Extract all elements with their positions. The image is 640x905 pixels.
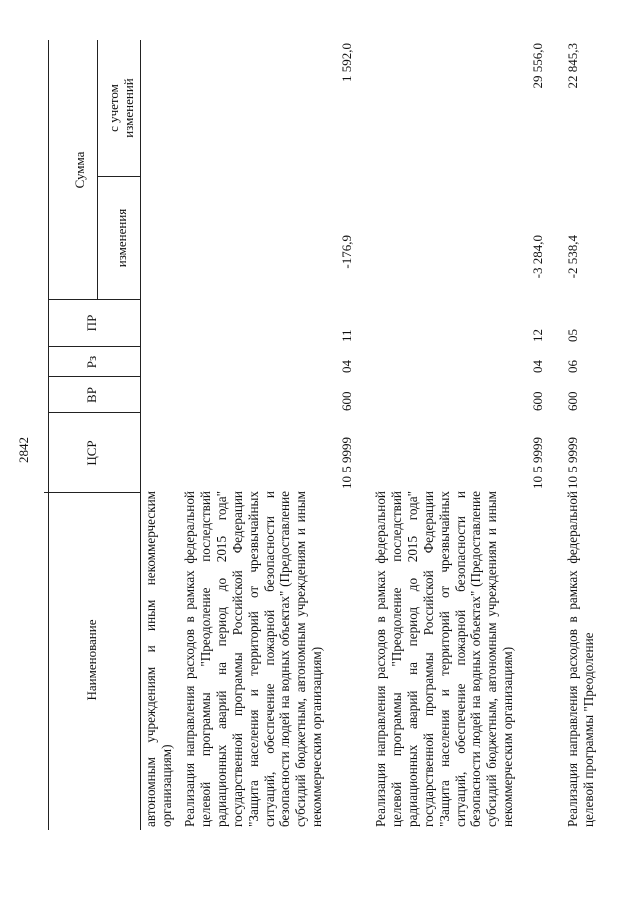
row-1-name: Реализация направления расходов в рамках федеральной целевой программы "Преодоление последствий радиационных аварий на период до 2015 года" государственной программы Российской Федерации "Защита населения и территорий от чрезвычайных ситуаций, обеспечение пожарной безопасности и безопасности людей на водных объектах" (Предоставление субсидий бюджетным, автономным учреждениям и иным некоммерческим организациям) — [182, 491, 325, 827]
row-2-pr: 12 — [530, 329, 545, 342]
header-with-changes-1: с учетом — [106, 84, 121, 132]
row-3-total: 22 845,3 — [565, 43, 580, 89]
page-number: 2842 — [16, 437, 31, 463]
header-sep-pr-sum — [48, 299, 140, 300]
row-1-change: -176,9 — [339, 235, 354, 269]
row-2-csr: 10 5 9999 — [530, 437, 545, 489]
header-pr: ПР — [84, 314, 99, 332]
row-2-total: 29 556,0 — [530, 43, 545, 89]
row-0-name: автономным учреждениям и иным некоммерческим организациям) — [143, 491, 174, 827]
row-1-csr: 10 5 9999 — [339, 437, 354, 489]
header-sep-csr-vr — [48, 412, 140, 413]
row-3-rz: 06 — [565, 360, 580, 373]
row-1-rz: 04 — [339, 360, 354, 373]
row-2-change: -3 284,0 — [530, 235, 545, 279]
row-2-name: Реализация направления расходов в рамках федеральной целевой программы "Преодоление последствий радиационных аварий на период до 2015 года" государственной программы Российской Федерации "Защита населения и территорий от чрезвычайных ситуаций, обеспечение пожарной безопасности и безопасности людей на водных объектах" (Предоставление субсидий бюджетным, автономным учреждениям и иным некоммерческим организациям) — [373, 491, 516, 827]
row-3-csr: 10 5 9999 — [565, 437, 580, 489]
header-sep-name-csr — [44, 492, 140, 493]
header-bottom-rule — [140, 40, 141, 830]
row-3-name: Реализация направления расходов в рамках федеральной целевой программы "Преодоление — [565, 491, 596, 827]
header-sep-change-total — [97, 176, 140, 177]
header-sep-vr-rz — [48, 376, 140, 377]
header-vr: ВР — [84, 387, 99, 403]
header-top-rule — [48, 40, 49, 830]
row-1-pr: 11 — [339, 329, 354, 342]
header-sep-rz-pr — [48, 346, 140, 347]
header-csr: ЦСР — [84, 440, 99, 466]
row-3-pr: 05 — [565, 329, 580, 342]
row-1-total: 1 592,0 — [339, 43, 354, 82]
row-2-rz: 04 — [530, 360, 545, 373]
row-3-vr: 600 — [565, 391, 580, 411]
header-change: изменения — [114, 208, 129, 268]
header-with-changes-2: изменений — [121, 78, 136, 138]
row-3-change: -2 538,4 — [565, 235, 580, 279]
header-rz: Рз — [84, 355, 99, 369]
header-sum: Сумма — [72, 151, 87, 189]
header-name: Наименование — [84, 619, 99, 701]
sum-subheader-rule — [97, 40, 98, 300]
row-1-vr: 600 — [339, 391, 354, 411]
row-2-vr: 600 — [530, 391, 545, 411]
